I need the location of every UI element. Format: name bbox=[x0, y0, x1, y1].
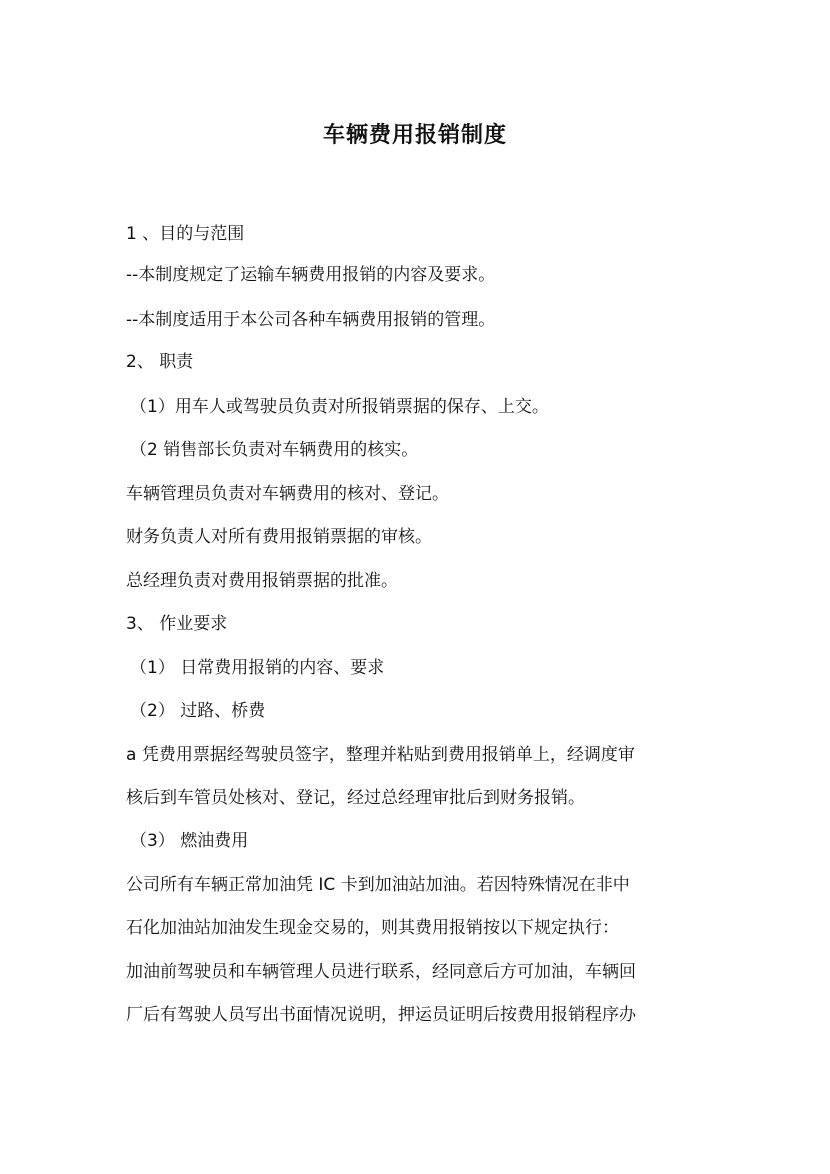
section-heading: 3、 作业要求 bbox=[126, 614, 228, 634]
paragraph-line: （3） 燃油费用 bbox=[130, 831, 249, 851]
paragraph-line: 加油前驾驶员和车辆管理人员进行联系，经同意后方可加油，车辆回 bbox=[126, 962, 636, 982]
document-title: 车辆费用报销制度 bbox=[322, 123, 507, 148]
paragraph-line: （2） 过路、桥费 bbox=[130, 701, 266, 721]
paragraph-line: 财务负责人对所有费用报销票据的审核。 bbox=[126, 527, 432, 547]
paragraph-line: 公司所有车辆正常加油凭 IC 卡到加油站加油。若因特殊情况在非中 bbox=[126, 875, 630, 895]
paragraph-line: --本制度适用于本公司各种车辆费用报销的管理。 bbox=[126, 310, 496, 330]
section-heading: 2、 职责 bbox=[126, 352, 194, 372]
section-heading: 1 、目的与范围 bbox=[126, 224, 245, 244]
paragraph-line: a 凭费用票据经驾驶员签字，整理并粘贴到费用报销单上，经调度审 bbox=[126, 745, 635, 765]
paragraph-line: 车辆管理员负责对车辆费用的核对、登记。 bbox=[126, 484, 449, 504]
paragraph-line: 核后到车管员处核对、登记，经过总经理审批后到财务报销。 bbox=[126, 788, 585, 808]
paragraph-line: （2 销售部长负责对车辆费用的核实。 bbox=[130, 440, 419, 460]
paragraph-line: 石化加油站加油发生现金交易的，则其费用报销按以下规定执行： bbox=[126, 918, 619, 938]
paragraph-line: （1） 日常费用报销的内容、要求 bbox=[130, 658, 385, 678]
paragraph-line: 厂后有驾驶人员写出书面情况说明，押运员证明后按费用报销程序办 bbox=[126, 1005, 636, 1025]
paragraph-line: （1）用车人或驾驶员负责对所报销票据的保存、上交。 bbox=[130, 397, 549, 417]
paragraph-line: 总经理负责对费用报销票据的批准。 bbox=[126, 571, 398, 591]
paragraph-line: --本制度规定了运输车辆费用报销的内容及要求。 bbox=[126, 265, 496, 285]
